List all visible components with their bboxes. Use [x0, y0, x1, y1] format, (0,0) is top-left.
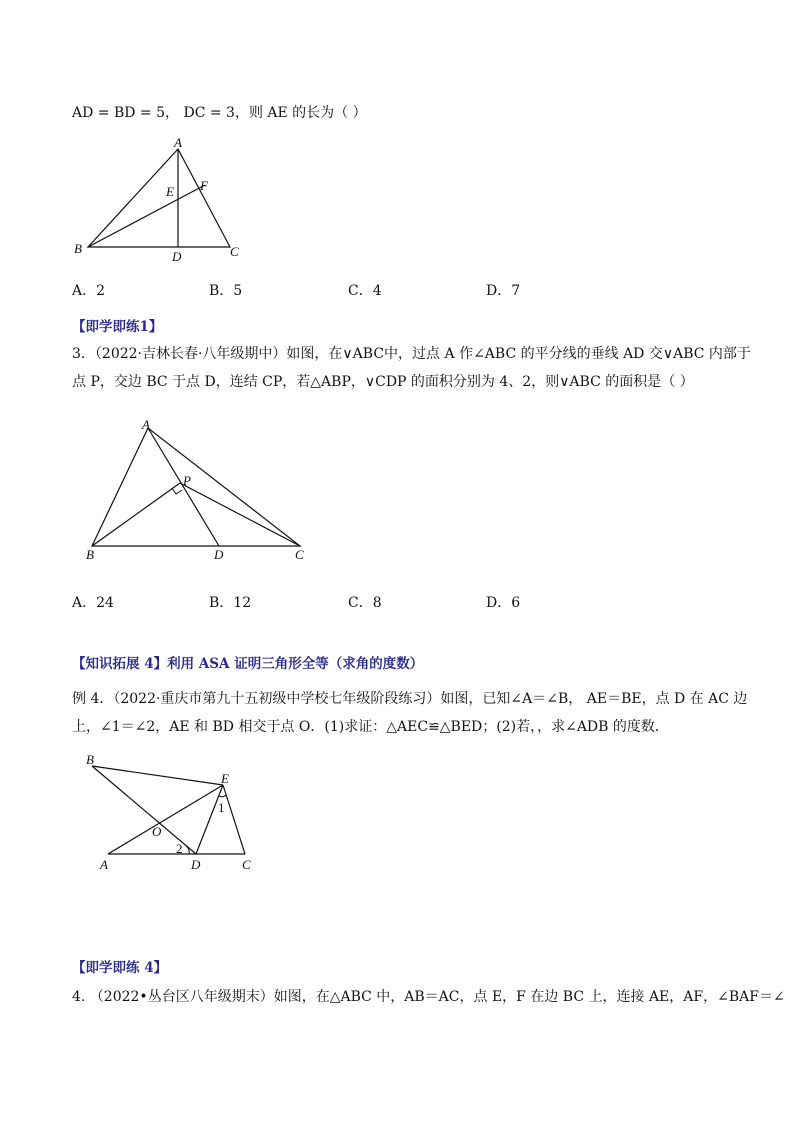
label-o: O: [152, 824, 162, 839]
label-angle-2: 2: [176, 841, 183, 856]
label-a: A: [100, 857, 108, 872]
choice-a[interactable]: A．2: [72, 283, 106, 299]
question-stem: AD = BD = 5， DC = 3，则 AE 的长为（ ）: [72, 105, 367, 121]
choice-c[interactable]: C．8: [348, 595, 382, 611]
angle-1-arc: [219, 795, 226, 797]
section-header-practice4: 【即学即练 4】: [72, 960, 168, 976]
label-f: F: [200, 178, 208, 193]
label-d: D: [214, 547, 224, 562]
label-b: B: [86, 752, 94, 767]
label-e: E: [166, 184, 174, 199]
label-c: C: [242, 857, 251, 872]
choice-d[interactable]: D．6: [486, 595, 521, 611]
label-c: C: [230, 244, 239, 259]
label-d: D: [172, 249, 182, 264]
segment-ae: [108, 785, 223, 854]
choice-b[interactable]: B．5: [209, 283, 243, 299]
label-angle-1: 1: [218, 800, 225, 815]
section-header-extension4: 【知识拓展 4】利用 ASA 证明三角形全等（求角的度数）: [72, 656, 424, 672]
triangle-abc: [88, 149, 230, 247]
choice-b[interactable]: B．12: [209, 595, 252, 611]
triangle-figure-2: [82, 416, 322, 566]
example4-line1: 例 4．（2022·重庆市第九十五初级中学校七年级阶段练习）如图，已知∠A＝∠B， AE＝BE，点 D 在 AC 边: [72, 691, 748, 707]
question3-line2: 点 P，交边 BC 于点 D，连结 CP，若△ABP，∨CDP 的面积分别为 4、2，则∨ABC 的面积是（ ）: [72, 374, 694, 390]
choice-a[interactable]: A．24: [72, 595, 114, 611]
choice-c[interactable]: C．4: [348, 283, 382, 299]
question4-line1: 4. （2022•丛台区八年级期末）如图，在△ABC 中，AB＝AC，点 E，F 在边 BC 上，连接 AE，AF，∠BAF＝∠: [72, 989, 785, 1005]
right-angle-mark: [172, 488, 182, 494]
question3-line1: 3．（2022·吉林长春·八年级期中）如图，在∨ABC中，过点 A 作∠ABC 的平分线的垂线 AD 交∨ABC 内部于: [72, 346, 751, 362]
label-p: P: [183, 473, 191, 488]
label-a: A: [142, 417, 150, 432]
label-e: E: [221, 771, 229, 786]
label-a: A: [174, 135, 182, 150]
segment-bp: [92, 483, 180, 546]
triangle-figure-3: [78, 752, 278, 877]
segment-bf: [88, 185, 205, 247]
label-b: B: [86, 547, 94, 562]
triangle-abc: [92, 428, 300, 546]
label-d: D: [191, 857, 201, 872]
segment-de: [196, 785, 223, 854]
label-b: B: [74, 241, 82, 256]
triangle-figure-1: [70, 135, 250, 265]
section-header-practice1: 【即学即练1】: [72, 319, 163, 335]
label-c: C: [295, 547, 304, 562]
example4-line2: 上，∠1＝∠2，AE 和 BD 相交于点 O．(1)求证：△AEC≌△BED；(2)若，，求∠ADB 的度数．: [72, 719, 669, 735]
segment-pc: [180, 483, 300, 546]
choice-d[interactable]: D．7: [486, 283, 521, 299]
